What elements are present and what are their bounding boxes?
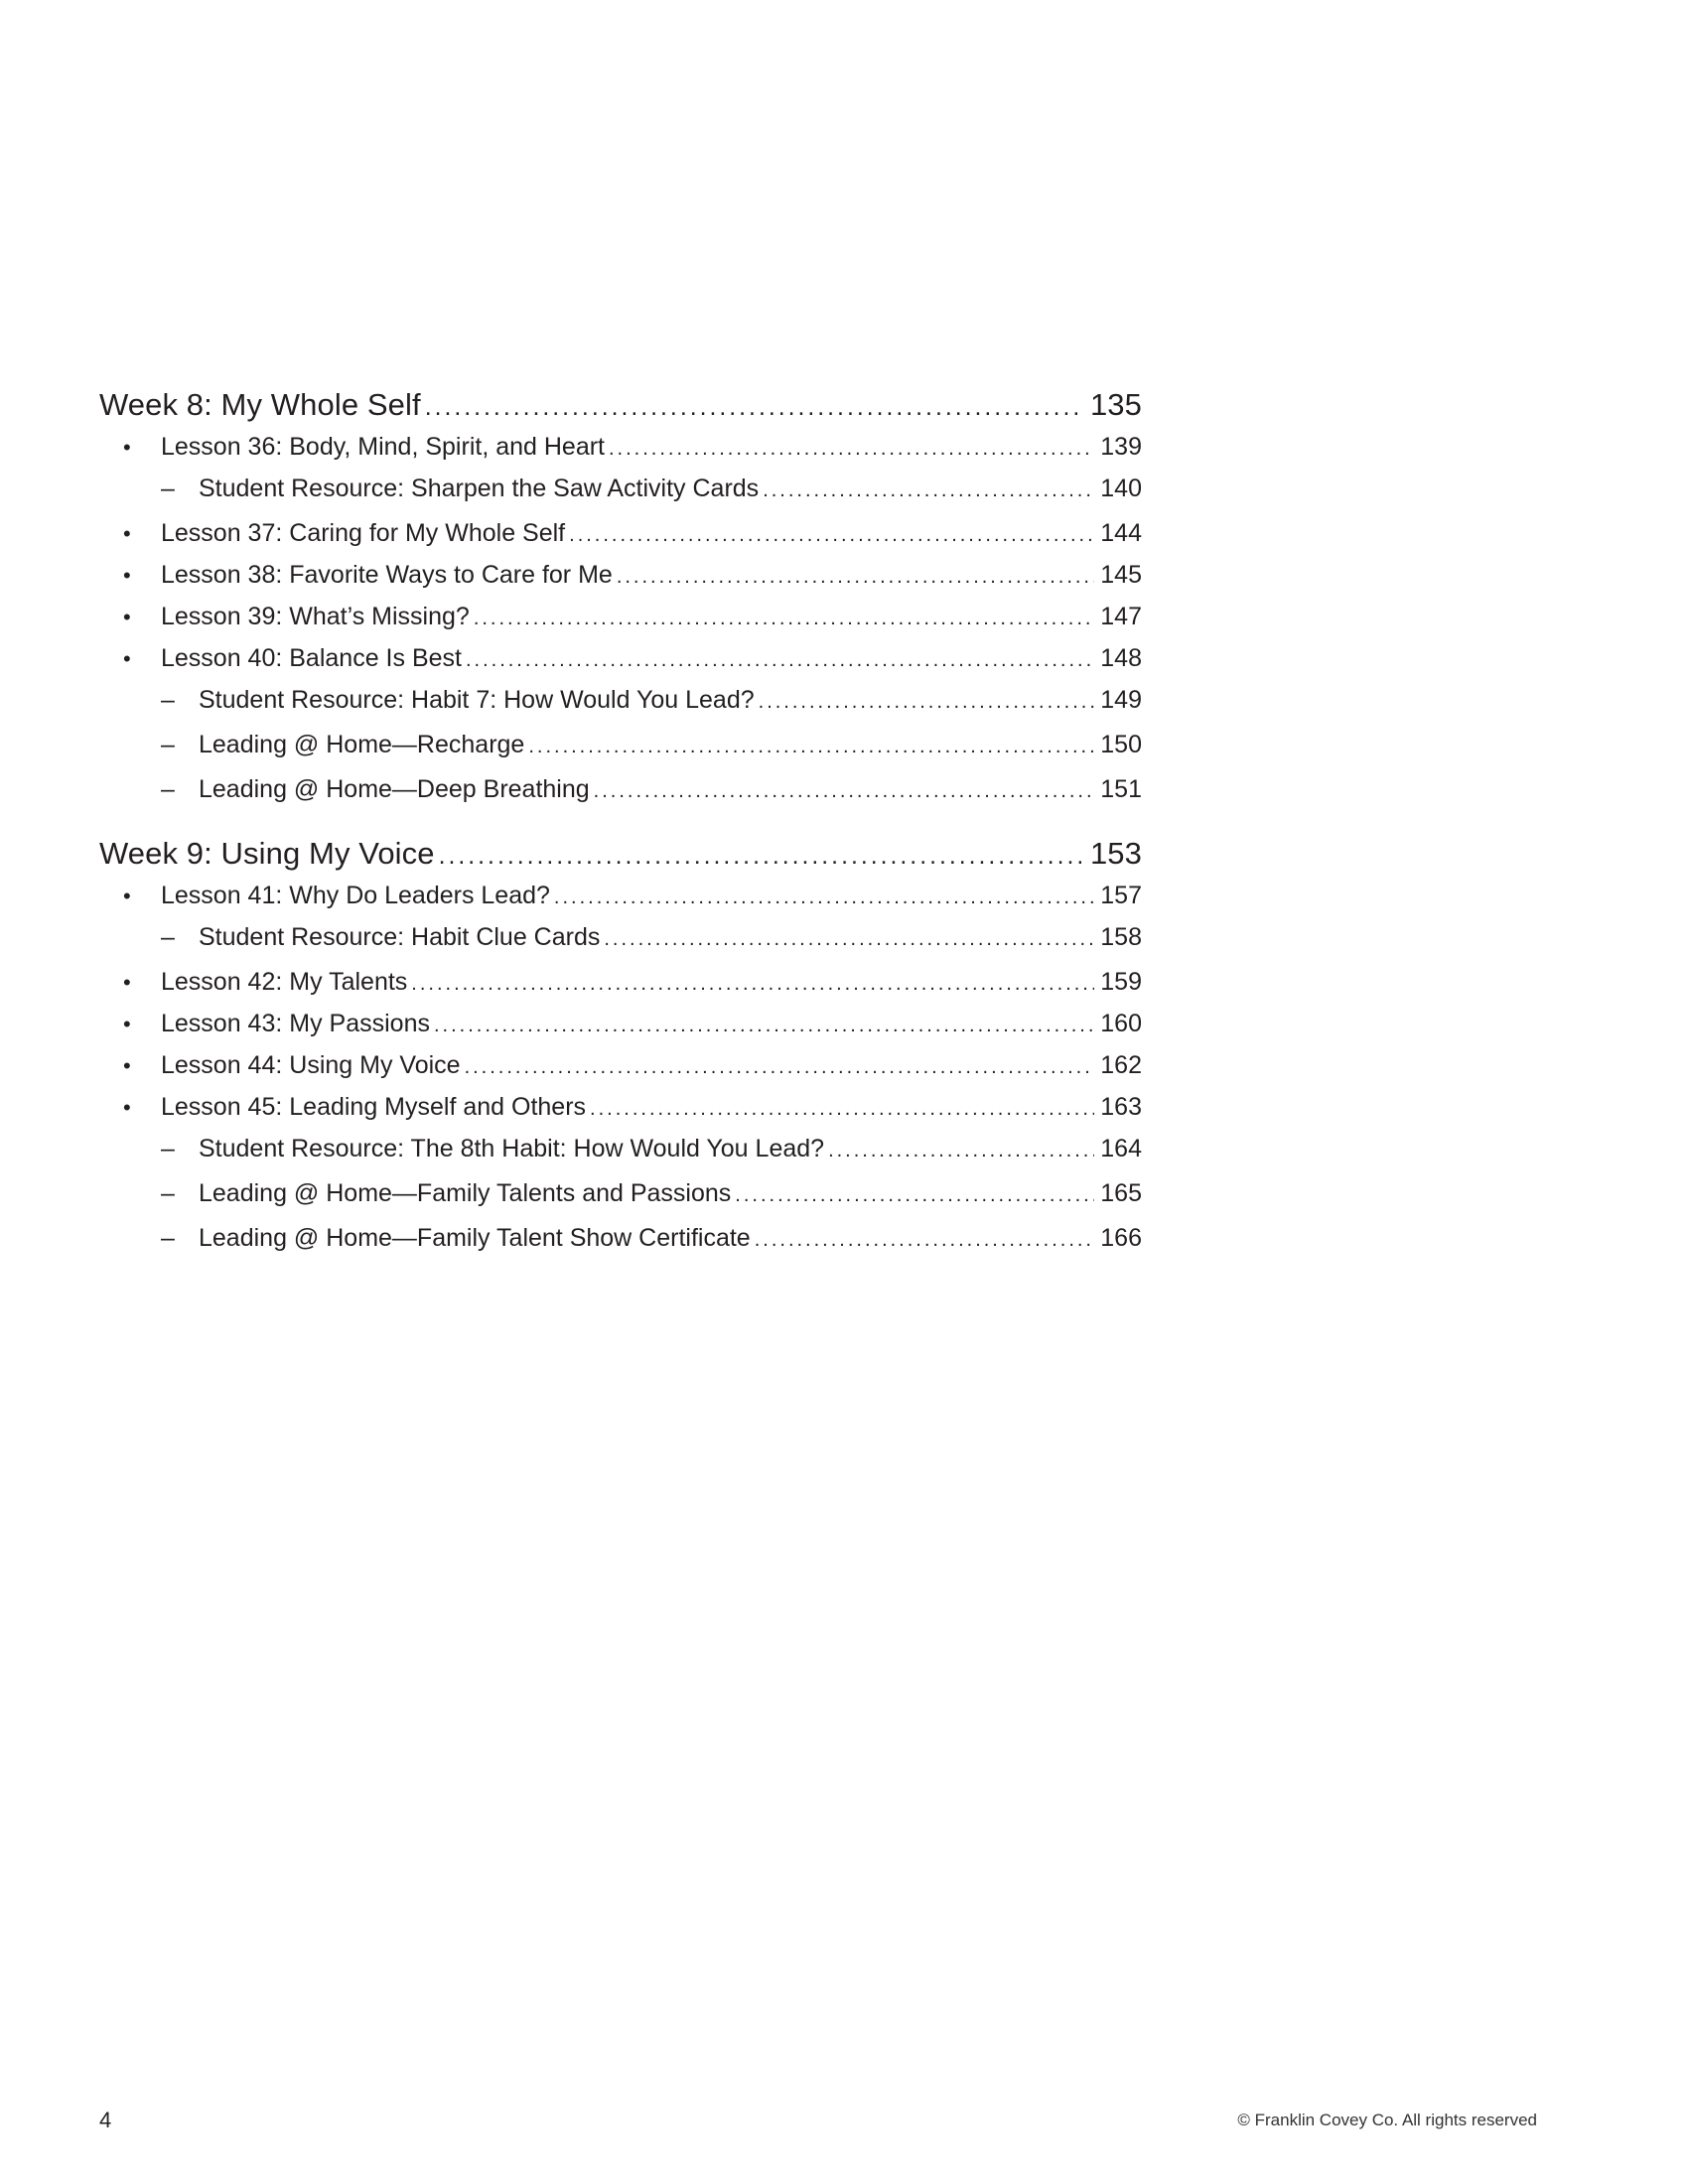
entry-title: Lesson 41: Why Do Leaders Lead? (161, 882, 550, 909)
entry-title: Lesson 44: Using My Voice (161, 1051, 461, 1079)
page-number: 163 (1100, 1093, 1142, 1121)
page-number: 162 (1100, 1051, 1142, 1079)
dash-marker: – (161, 731, 175, 758)
entry-title: Lesson 39: What’s Missing? (161, 603, 470, 630)
toc-entry[interactable] (99, 475, 1142, 519)
dot-leader (439, 843, 1084, 871)
page-number: 166 (1100, 1224, 1142, 1252)
entry-title: Leading @ Home—Family Talent Show Certificate (199, 1224, 751, 1252)
toc-week-heading[interactable] (99, 836, 1142, 882)
page-number: 139 (1100, 433, 1142, 461)
toc-entry[interactable] (99, 603, 1142, 644)
toc-entry[interactable] (99, 644, 1142, 686)
dot-leader (465, 1056, 1095, 1079)
entry-title: Student Resource: Habit 7: How Would You Lead? (199, 686, 755, 714)
bullet-marker: • (123, 884, 131, 908)
dot-leader (763, 479, 1094, 502)
toc-entry[interactable] (99, 1010, 1142, 1051)
dot-leader (434, 1015, 1094, 1037)
dot-leader (604, 928, 1094, 951)
toc-entry[interactable] (99, 519, 1142, 561)
entry-title: Leading @ Home—Deep Breathing (199, 775, 590, 803)
dot-leader (425, 394, 1084, 422)
toc-entry[interactable] (99, 561, 1142, 603)
page-number: 150 (1100, 731, 1142, 758)
bullet-marker: • (123, 1012, 131, 1036)
dot-leader (594, 780, 1095, 803)
dot-leader (759, 691, 1095, 714)
dash-marker: – (161, 686, 175, 714)
dot-leader (569, 524, 1094, 547)
bullet-marker: • (123, 435, 131, 460)
bullet-marker: • (123, 646, 131, 671)
page-number: 135 (1089, 387, 1142, 422)
page-number: 158 (1100, 923, 1142, 951)
dot-leader (590, 1098, 1094, 1121)
page-number: 147 (1100, 603, 1142, 630)
toc-entry[interactable] (99, 433, 1142, 475)
table-of-contents (99, 387, 1142, 1285)
footer-copyright: © Franklin Covey Co. All rights reserved (1237, 2111, 1537, 2129)
dash-marker: – (161, 1224, 175, 1252)
dash-marker: – (161, 923, 175, 951)
dot-leader (474, 608, 1094, 630)
toc-section-week-9 (99, 836, 1142, 1269)
dot-leader (617, 566, 1094, 589)
bullet-marker: • (123, 970, 131, 995)
toc-entry[interactable] (99, 968, 1142, 1010)
toc-entry[interactable] (99, 923, 1142, 968)
entry-title: Leading @ Home—Recharge (199, 731, 525, 758)
toc-entry[interactable] (99, 1135, 1142, 1179)
page-number: 160 (1100, 1010, 1142, 1037)
entry-title: Leading @ Home—Family Talents and Passions (199, 1179, 732, 1207)
dot-leader (735, 1184, 1094, 1207)
page-number: 153 (1089, 836, 1142, 871)
bullet-marker: • (123, 605, 131, 629)
page-number: 151 (1100, 775, 1142, 803)
dash-marker: – (161, 775, 175, 803)
entry-title: Student Resource: Sharpen the Saw Activity Cards (199, 475, 760, 502)
entry-title: Lesson 40: Balance Is Best (161, 644, 462, 672)
week-title: Week 9: Using My Voice (99, 836, 435, 871)
dash-marker: – (161, 475, 175, 502)
entry-title: Lesson 37: Caring for My Whole Self (161, 519, 566, 547)
toc-entry[interactable] (99, 1051, 1142, 1093)
toc-entry[interactable] (99, 775, 1142, 820)
entry-title: Lesson 42: My Talents (161, 968, 408, 996)
page-number: 144 (1100, 519, 1142, 547)
page-number: 165 (1100, 1179, 1142, 1207)
toc-entry[interactable] (99, 1179, 1142, 1224)
dash-marker: – (161, 1135, 175, 1162)
page-number: 145 (1100, 561, 1142, 589)
dash-marker: – (161, 1179, 175, 1207)
bullet-marker: • (123, 1095, 131, 1120)
entry-title: Lesson 45: Leading Myself and Others (161, 1093, 587, 1121)
footer-page-number: 4 (99, 2108, 112, 2132)
entry-title: Student Resource: Habit Clue Cards (199, 923, 601, 951)
toc-entry[interactable] (99, 882, 1142, 923)
dot-leader (554, 887, 1094, 909)
entry-title: Lesson 38: Favorite Ways to Care for Me (161, 561, 613, 589)
dot-leader (828, 1140, 1094, 1162)
toc-section-week-8 (99, 387, 1142, 820)
bullet-marker: • (123, 1053, 131, 1078)
dot-leader (466, 649, 1094, 672)
bullet-marker: • (123, 521, 131, 546)
week-title: Week 8: My Whole Self (99, 387, 421, 422)
dot-leader (609, 438, 1094, 461)
entry-title: Lesson 43: My Passions (161, 1010, 430, 1037)
page-number: 149 (1100, 686, 1142, 714)
entry-title: Lesson 36: Body, Mind, Spirit, and Heart (161, 433, 605, 461)
toc-entry[interactable] (99, 1093, 1142, 1135)
toc-entry[interactable] (99, 1224, 1142, 1269)
page-number: 140 (1100, 475, 1142, 502)
page-number: 157 (1100, 882, 1142, 909)
dot-leader (528, 736, 1094, 758)
toc-entry[interactable] (99, 686, 1142, 731)
toc-week-heading[interactable] (99, 387, 1142, 433)
page-number: 159 (1100, 968, 1142, 996)
bullet-marker: • (123, 563, 131, 588)
page-number: 164 (1100, 1135, 1142, 1162)
toc-entry[interactable] (99, 731, 1142, 775)
page-number: 148 (1100, 644, 1142, 672)
entry-title: Student Resource: The 8th Habit: How Would You Lead? (199, 1135, 825, 1162)
dot-leader (411, 973, 1094, 996)
dot-leader (755, 1229, 1095, 1252)
